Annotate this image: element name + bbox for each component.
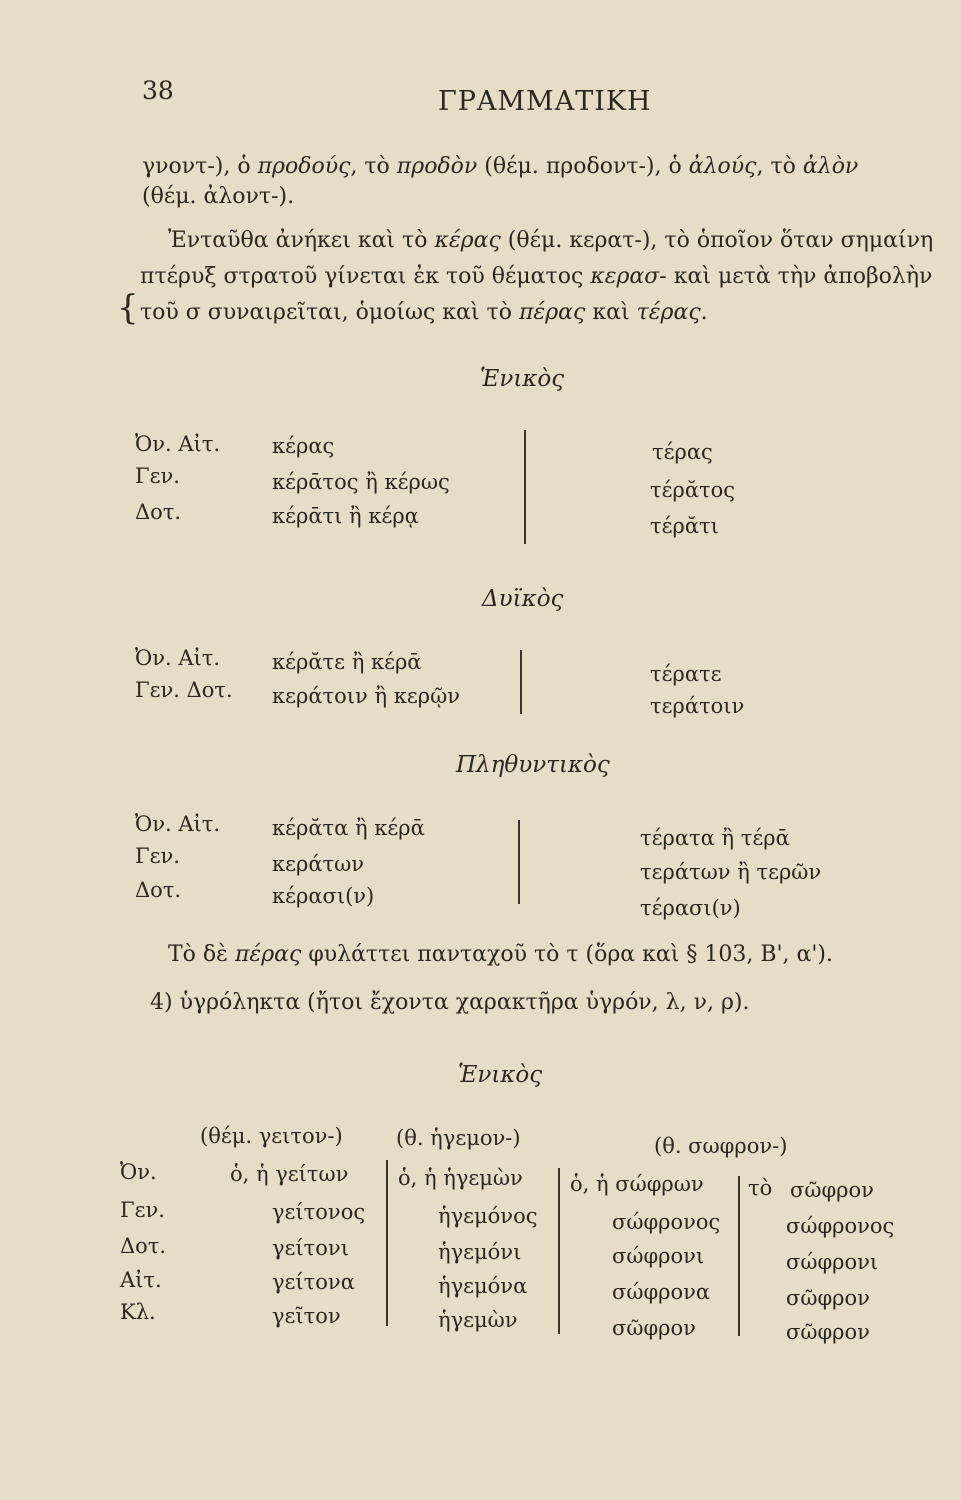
sophron-neut-form: σώφρονι [786, 1250, 879, 1274]
case-label: Δοτ. [135, 500, 182, 524]
stem-geiton: (θέμ. γειτον-) [200, 1124, 343, 1148]
keras-form: κέρᾰτα ἢ κέρᾱ [272, 816, 425, 840]
sophron-masc-form: ὁ, ἡ σώφρων [570, 1172, 704, 1196]
sophron-masc-form: σώφρονος [612, 1210, 721, 1234]
column-divider [558, 1168, 560, 1334]
column-divider [738, 1176, 740, 1336]
teras-form: τέρατε [650, 662, 722, 686]
case-label: Αἰτ. [120, 1268, 162, 1292]
intro-line-3: Ἐνταῦθα ἀνήκει καὶ τὸ κέρας (θέμ. κερατ-), τὸ ὁποῖον ὅταν σημαίνη [168, 228, 934, 253]
sophron-neut-form: σώφρονος [786, 1214, 895, 1238]
sophron-masc-form: σῶφρον [612, 1316, 696, 1340]
teras-form: τέρᾰτι [650, 514, 719, 538]
case-label: Ὀν. [120, 1160, 157, 1184]
case-label: Γεν. [135, 844, 180, 868]
keras-form: κεράτων [272, 852, 365, 876]
case-label: Γεν. Δοτ. [135, 678, 233, 702]
intro-line-1: γνοντ-), ὁ προδούς, τὸ προδὸν (θέμ. προδοντ-), ὁ ἀλούς, τὸ ἀλὸν [142, 154, 859, 179]
margin-bracket-mark: { [117, 288, 139, 328]
hegemon-form: ἡγεμὼν [438, 1308, 518, 1332]
stem-hegemon: (θ. ἡγεμον-) [396, 1126, 521, 1150]
teras-form: τέρατα ἢ τέρᾱ [640, 826, 790, 850]
hegemon-form: ἡγεμόνι [438, 1240, 522, 1264]
column-divider [520, 650, 522, 714]
teras-form: τεράτων ἢ τερῶν [640, 860, 822, 884]
column-divider [386, 1160, 388, 1326]
geiton-form: γείτονος [272, 1200, 366, 1224]
geiton-form: ὁ, ἡ γείτων [230, 1162, 349, 1186]
dual-heading: Δυϊκὸς [482, 586, 564, 612]
geiton-form: γείτονι [272, 1236, 349, 1260]
hegemon-form: ὁ, ἡ ἡγεμὼν [398, 1166, 523, 1190]
sophron-neut-form: σῶφρον [786, 1286, 870, 1310]
case-label: Ὀν. Αἰτ. [135, 812, 221, 836]
teras-form: τέρας [652, 440, 713, 464]
column-divider [518, 820, 520, 904]
running-title: ΓΡΑΜΜΑΤΙΚΗ [438, 86, 652, 117]
case-label: Ὀν. Αἰτ. [135, 646, 221, 670]
case-label: Κλ. [120, 1300, 156, 1324]
case-label: Δοτ. [135, 878, 182, 902]
hegemon-form: ἡγεμόνος [438, 1204, 538, 1228]
sophron-masc-form: σώφρονα [612, 1280, 711, 1304]
case-label: Ὀν. Αἰτ. [135, 432, 221, 456]
sophron-neut-form: σῶφρον [790, 1178, 874, 1202]
case-label: Γεν. [135, 464, 180, 488]
intro-line-5: τοῦ σ συναιρεῖται, ὁμοίως καὶ τὸ πέρας καὶ τέρας. [140, 300, 708, 325]
teras-form: τέρασι(ν) [640, 896, 741, 920]
case-label: Δοτ. [120, 1234, 167, 1258]
plural-heading: Πληθυντικὸς [456, 752, 610, 778]
teras-form: τεράτοιν [650, 694, 745, 718]
teras-form: τέρᾰτος [650, 478, 736, 502]
middle-line-1: Τὸ δὲ πέρας φυλάττει πανταχοῦ τὸ τ (ὅρα καὶ § 103, Β', α'). [168, 942, 834, 967]
keras-form: κέρᾰτε ἢ κέρᾱ [272, 650, 422, 674]
column-divider [524, 430, 526, 544]
keras-form: κέρασι(ν) [272, 884, 375, 908]
keras-form: κέρας [272, 434, 335, 458]
sophron-masc-form: σώφρονι [612, 1244, 705, 1268]
hegemon-form: ἡγεμόνα [438, 1274, 528, 1298]
page-number: 38 [142, 76, 174, 105]
intro-line-2: (θέμ. ἀλοντ-). [142, 184, 295, 209]
case-label: Γεν. [120, 1198, 165, 1222]
geiton-form: γείτονα [272, 1270, 355, 1294]
singular-heading-2: Ἑνικὸς [458, 1062, 543, 1088]
neuter-article: τὸ [748, 1176, 773, 1200]
geiton-form: γεῖτον [272, 1304, 341, 1328]
intro-line-4: πτέρυξ στρατοῦ γίνεται ἐκ τοῦ θέματος κερασ- καὶ μετὰ τὴν ἀποβολὴν [140, 264, 933, 289]
keras-form: κεράτοιν ἢ κερῷν [272, 684, 460, 708]
middle-line-2: 4) ὑγρόληκτα (ἤτοι ἔχοντα χαρακτῆρα ὑγρόν, λ, ν, ρ). [150, 990, 750, 1015]
keras-form: κέρᾱτος ἢ κέρως [272, 470, 450, 494]
stem-sophron: (θ. σωφρον-) [654, 1134, 788, 1158]
sophron-neut-form: σῶφρον [786, 1320, 870, 1344]
keras-form: κέρᾱτι ἢ κέρᾳ [272, 504, 419, 528]
singular-heading: Ἑνικὸς [480, 366, 565, 392]
